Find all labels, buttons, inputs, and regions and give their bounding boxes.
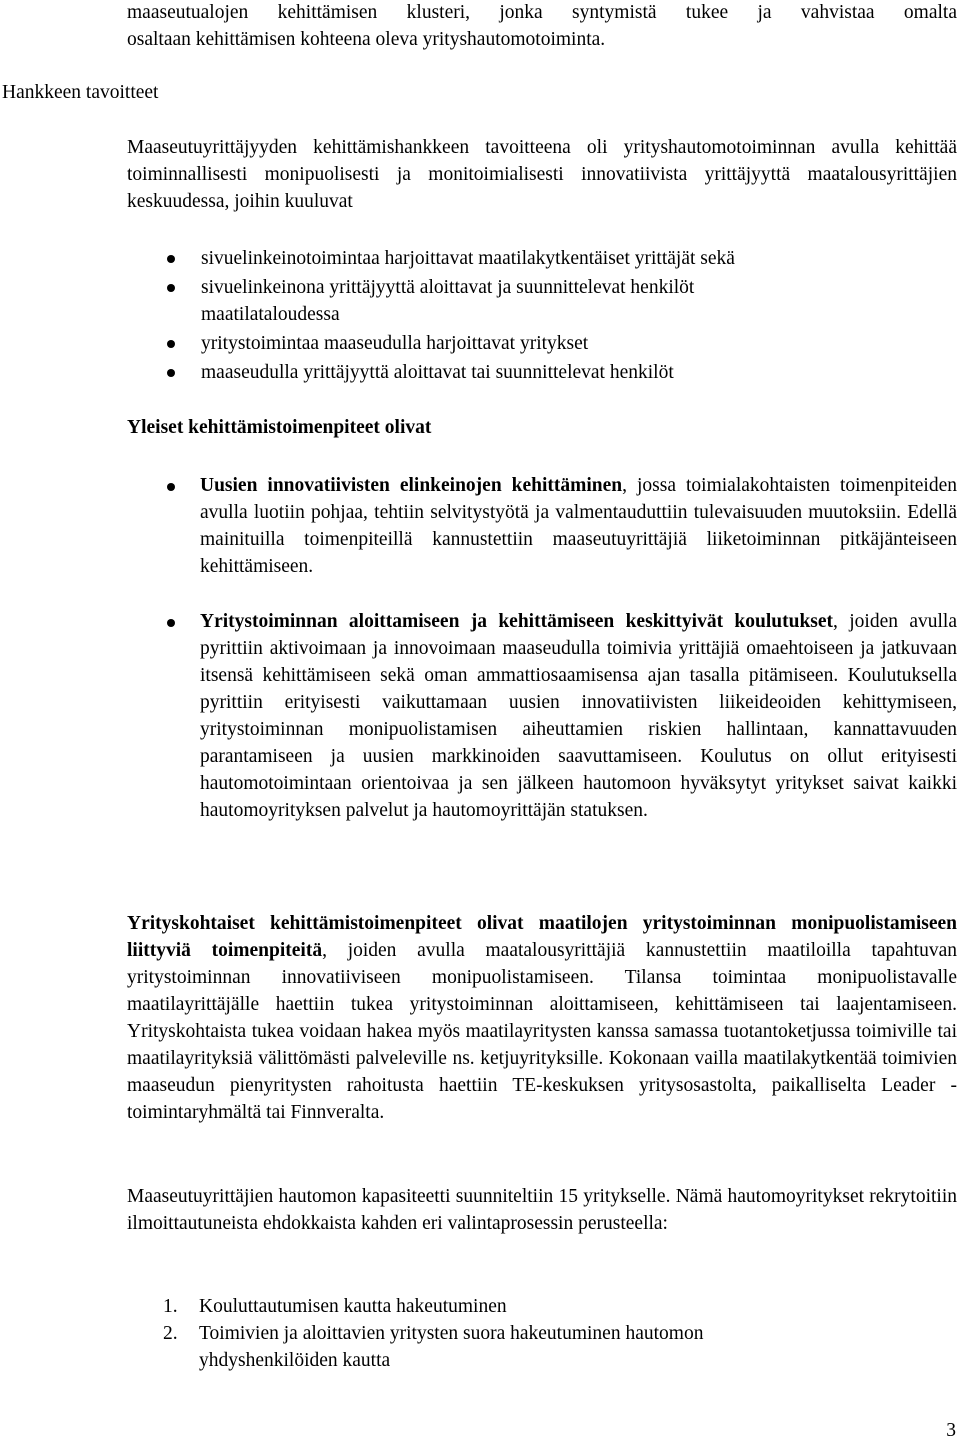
goals-paragraph: Maaseutuyrittäjyyden kehittämishankkeen tavoitteena oli yrityshautomotoiminnan avulla kehittää toiminnallisesti monipuolisesti ja monitoimialisesti innovatiivista yrittäjyyttä maatalousyrittäjien keskuudessa, joihin kuuluvat [127,137,957,212]
numbered-item-number: 2. [163,1323,178,1344]
list-item [127,359,957,386]
list-item [127,330,957,357]
bullet-icon [167,284,175,292]
goals-bullet-list [127,245,957,386]
general-item-1 [127,472,957,580]
bullet-icon [167,483,175,491]
company-specific-bold: Yrityskohtaiset kehittämistoimenpiteet olivat maatilojen yritystoiminnan monipuolistamiseen liittyviä toimenpiteitä [127,913,957,961]
bullet-icon [167,340,175,348]
bullet-icon [167,255,175,263]
page-number: 3 [946,1420,956,1441]
company-specific-paragraph [127,910,957,1126]
bullet-icon [167,369,175,377]
general-item-2 [127,608,957,824]
numbered-item-1 [163,1293,863,1320]
numbered-item-text: Toimivien ja aloittavien yritysten suora hakeutuminen hautomon yhdyshenkilöiden kautta [199,1323,704,1371]
list-item-text: maaseudulla yrittäjyyttä aloittavat tai suunnittelevat henkilöt [201,362,674,383]
capacity-paragraph: Maaseutuyrittäjien hautomon kapasiteetti suunniteltiin 15 yritykselle. Nämä hautomoyritykset rekrytoitiin ilmoittautuneista ehdokkaista kahden eri valintaprosessin perusteella: [127,1186,957,1234]
bullet-icon [167,619,175,627]
list-item-text: yritystoimintaa maaseudulla harjoittavat yritykset [201,333,589,354]
general-item-1-text [200,472,957,580]
numbered-item-text: Kouluttautumisen kautta hakeutuminen [199,1296,507,1317]
list-item-text: sivuelinkeinotoimintaa harjoittavat maatilakytkentäiset yrittäjät sekä [201,248,735,269]
list-item [127,245,957,272]
list-item-text: sivuelinkeinona yrittäjyyttä aloittavat ja suunnittelevat henkilöt maatilataloudessa [201,277,695,325]
intro-line-2: osaltaan kehittämisen kohteena oleva yrityshautomotoiminta. [127,29,606,50]
general-item-1-bold: Uusien innovatiivisten elinkeinojen kehittäminen [200,475,623,496]
general-item-2-text [200,608,957,824]
numbered-item-number: 1. [163,1296,178,1317]
intro-line-1: maaseutualojen kehittämisen klusteri, jonka syntymistä tukee ja vahvistaa omalta [127,2,957,23]
general-item-2-body: , joiden avulla pyrittiin aktivoimaan ja innovoimaan maaseudulla toimivia yrittäjiä omaehtoiseen ja jatkuvaan itsensä kehittämiseen sekä oman ammattiosaamisensa ajan tasalla pitämiseen. Koulutuksella pyrittiin erityisesti vaikuttamaan uusien innovatiivisten liikeideoiden kehittymiseen, yritystoiminnan monipuolistamisen aiheuttamien riskien hallintaan, kannattavuuden parantamiseen ja uusien markkinoiden saavuttamiseen. Koulutus on ollut erityisesti hautomotoimintaan orientoivaa ja sen jälkeen hautomoon hyväksytyt yritykset saivat kaikki hautomoyrityksen palvelut ja hautomoyrittäjän statuksen. [200,611,957,821]
section-heading-goals: Hankkeen tavoitteet [2,82,159,103]
general-item-2-bold: Yritystoiminnan aloittamiseen ja kehittämiseen keskittyivät koulutukset [200,611,834,632]
numbered-item-2 [163,1320,793,1374]
general-item-1-body: , jossa toimialakohtaisten toimenpiteiden avulla luotiin pohjaa, tehtiin selvitystyötä ja valmentauduttiin tulevaisuuden muutoksiin. Edellä mainituilla toimenpiteillä kannustettiin maaseutuyrittäjiä liiketoiminnan pitkäjänteiseen kehittämiseen. [200,475,957,577]
section-heading-general: Yleiset kehittämistoimenpiteet olivat [127,417,432,438]
company-specific-body: , joiden avulla maatalousyrittäjiä kannustettiin maatiloilla tapahtuvan yritystoiminnan innovatiiviseen monipuolistamiseen. Tilansa toimintaa monipuolistavalle maatilayrittäjälle haettiin tukea yritystoiminnan aloittamiseen, kehittämiseen tai laajentamiseen. Yrityskohtaista tukea voidaan hakea myös maatilayritysten kanssa samassa tuotantoketjussa toimiville tai maatilayrityksiä välittömästi palveleville ns. ketjuyrityksille. Kokonaan vailla maatilakytkentää toimivien maaseudun pienyritysten rahoitusta haettiin TE-keskuksen yritysosastolta, paikalliselta Leader -toimintaryhmältä tai Finnveralta. [127,940,958,1123]
list-item [127,274,821,328]
